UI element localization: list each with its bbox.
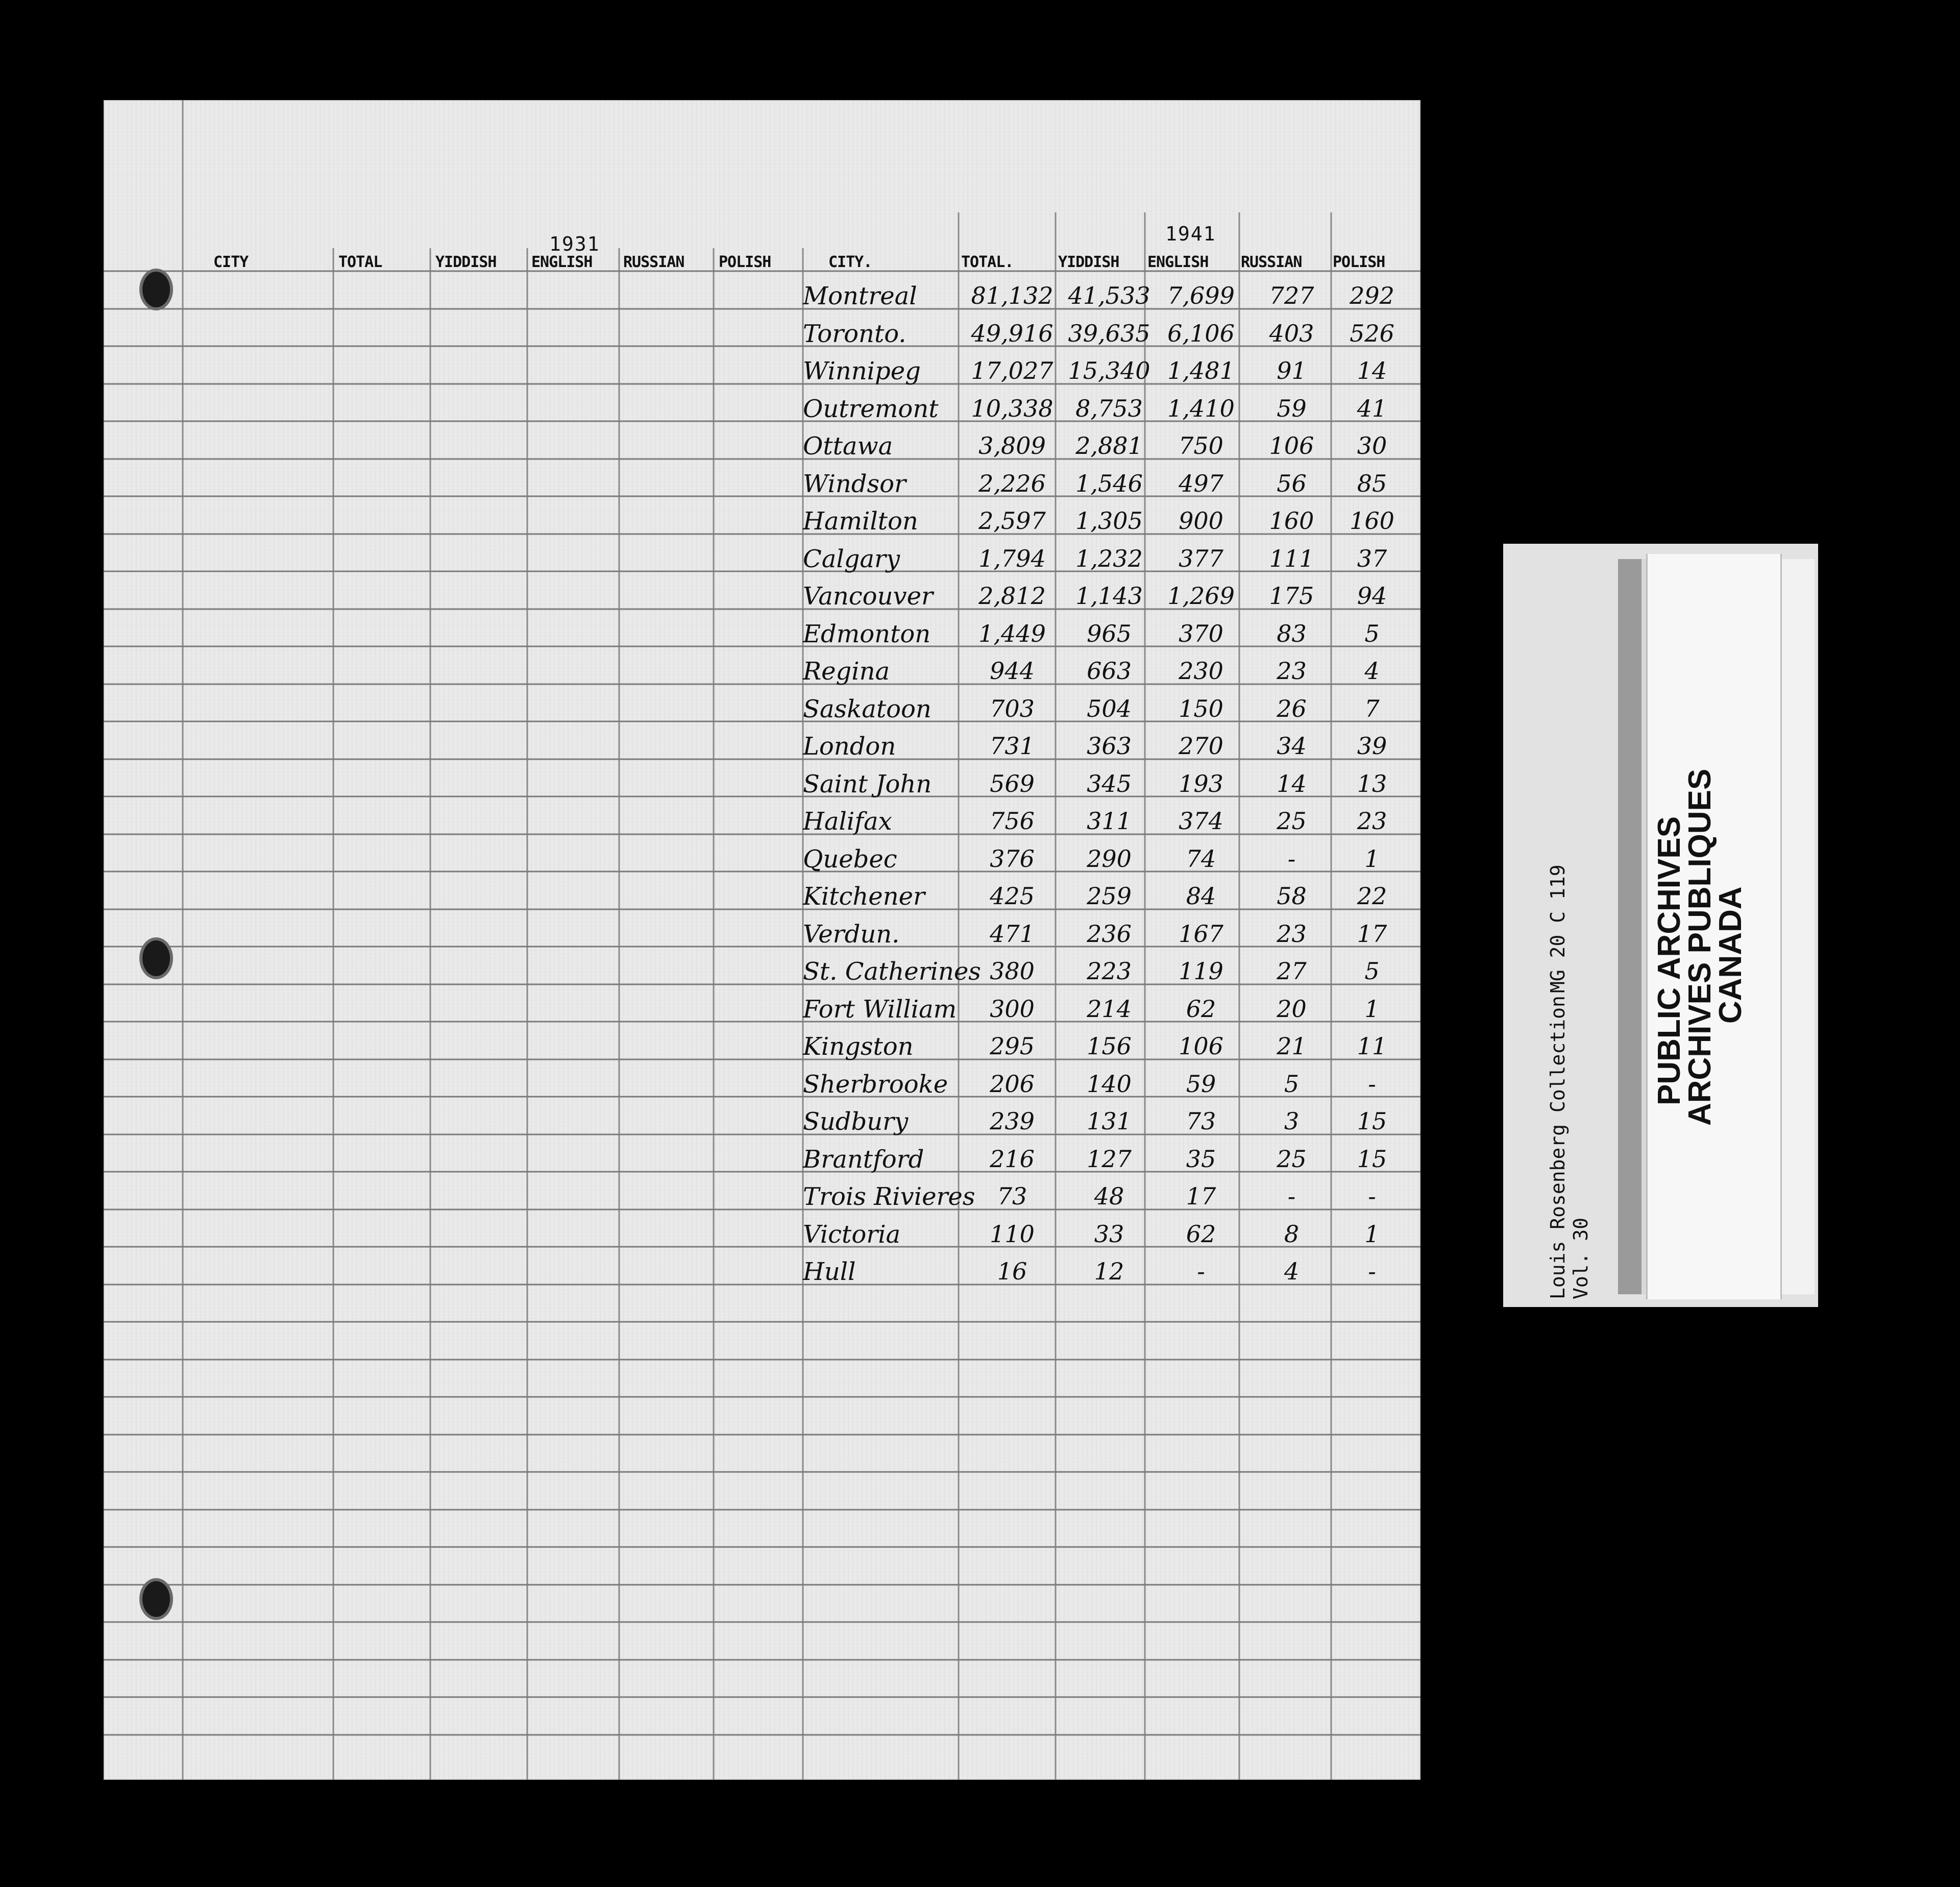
russian-cell: 4 — [1284, 1257, 1300, 1285]
english-cell: 106 — [1179, 1032, 1223, 1060]
polish-cell: 85 — [1357, 470, 1387, 497]
yiddish-cell: 259 — [1087, 882, 1132, 910]
russian-cell: - — [1287, 845, 1296, 873]
header-1931-total: TOTAL — [338, 253, 382, 271]
english-cell: 193 — [1179, 770, 1223, 797]
total-cell: 471 — [990, 920, 1035, 948]
city-cell: Hamilton — [803, 507, 918, 536]
yiddish-cell: 663 — [1087, 657, 1132, 685]
total-cell: 73 — [997, 1182, 1027, 1210]
city-cell: Sherbrooke — [803, 1070, 948, 1099]
table-row — [104, 1217, 1420, 1254]
english-cell: 62 — [1186, 995, 1216, 1023]
city-cell: Trois Rivieres — [803, 1182, 975, 1211]
polish-cell: 37 — [1357, 545, 1387, 572]
city-cell: Vancouver — [803, 582, 933, 611]
polish-cell: 5 — [1364, 620, 1380, 647]
header-1931-yiddish: YIDDISH — [435, 253, 497, 271]
yiddish-cell: 290 — [1087, 845, 1132, 873]
header-1941-polish: POLISH — [1333, 253, 1385, 271]
table-row — [104, 992, 1420, 1029]
total-cell: 944 — [990, 657, 1035, 685]
year-1941-heading: 1941 — [1165, 223, 1216, 245]
english-cell: 7,699 — [1167, 282, 1235, 309]
russian-cell: 23 — [1277, 920, 1307, 948]
yiddish-cell: 48 — [1094, 1182, 1124, 1210]
yiddish-cell: 12 — [1094, 1257, 1124, 1285]
english-cell: 1,481 — [1167, 357, 1235, 384]
header-1941-russian: RUSSIAN — [1241, 253, 1302, 271]
total-cell: 2,597 — [978, 507, 1046, 535]
polish-cell: 30 — [1357, 432, 1387, 459]
header-1931-city: CITY — [213, 253, 249, 271]
table-row — [104, 429, 1420, 466]
polish-cell: 292 — [1350, 282, 1394, 309]
yiddish-cell: 15,340 — [1068, 357, 1150, 384]
yiddish-cell: 236 — [1087, 920, 1132, 948]
table-row — [104, 879, 1420, 916]
table-row — [104, 1067, 1420, 1104]
yiddish-cell: 363 — [1087, 732, 1132, 760]
yiddish-cell: 214 — [1087, 995, 1132, 1023]
polish-cell: - — [1368, 1257, 1376, 1285]
city-cell: Sudbury — [803, 1107, 909, 1136]
russian-cell: 25 — [1277, 1145, 1307, 1173]
russian-cell: 160 — [1269, 507, 1314, 535]
total-cell: 756 — [990, 807, 1035, 835]
russian-cell: 91 — [1277, 357, 1307, 384]
yiddish-cell: 41,533 — [1068, 282, 1150, 309]
russian-cell: 83 — [1277, 620, 1307, 647]
russian-cell: 34 — [1277, 732, 1307, 760]
table-row — [104, 504, 1420, 541]
polish-cell: 94 — [1357, 582, 1387, 610]
table-row — [104, 1029, 1420, 1066]
table-row — [104, 804, 1420, 841]
total-cell: 1,794 — [978, 545, 1046, 572]
city-cell: Calgary — [803, 545, 900, 573]
yiddish-cell: 131 — [1087, 1107, 1132, 1135]
polish-cell: 5 — [1364, 957, 1380, 985]
russian-cell: 106 — [1269, 432, 1314, 459]
russian-cell: - — [1287, 1182, 1296, 1210]
city-cell: Winnipeg — [803, 357, 921, 385]
yiddish-cell: 965 — [1087, 620, 1132, 647]
total-cell: 239 — [990, 1107, 1035, 1135]
russian-cell: 56 — [1277, 470, 1307, 497]
city-cell: Ottawa — [803, 432, 893, 461]
english-cell: 150 — [1179, 695, 1223, 722]
yiddish-cell: 39,635 — [1068, 320, 1150, 347]
total-cell: 569 — [990, 770, 1035, 797]
yiddish-cell: 1,546 — [1075, 470, 1143, 497]
russian-cell: 5 — [1284, 1070, 1300, 1098]
total-cell: 1,449 — [978, 620, 1046, 647]
table-row — [104, 392, 1420, 428]
city-cell: Kitchener — [803, 882, 925, 911]
polish-cell: - — [1368, 1182, 1376, 1210]
table-row — [104, 917, 1420, 954]
polish-cell: 1 — [1364, 845, 1380, 873]
header-1931-english: ENGLISH — [531, 253, 593, 271]
polish-cell: 15 — [1357, 1107, 1387, 1135]
polish-cell: 526 — [1350, 320, 1394, 347]
table-row — [104, 1179, 1420, 1216]
english-cell: 1,410 — [1167, 395, 1235, 422]
english-cell: 167 — [1179, 920, 1223, 948]
total-cell: 425 — [990, 882, 1035, 910]
table-row — [104, 354, 1420, 391]
city-cell: Brantford — [803, 1145, 924, 1174]
city-cell: St. Catherines — [803, 957, 981, 986]
city-cell: Regina — [803, 657, 890, 686]
english-cell: 74 — [1186, 845, 1216, 873]
total-cell: 2,226 — [978, 470, 1046, 497]
total-cell: 110 — [990, 1220, 1035, 1248]
russian-cell: 20 — [1277, 995, 1307, 1023]
total-cell: 206 — [990, 1070, 1035, 1098]
russian-cell: 21 — [1277, 1032, 1307, 1060]
english-cell: 73 — [1186, 1107, 1216, 1135]
polish-cell: 14 — [1357, 357, 1387, 384]
yiddish-cell: 223 — [1087, 957, 1132, 985]
city-cell: Montreal — [803, 282, 917, 310]
russian-cell: 58 — [1277, 882, 1307, 910]
table-row — [104, 542, 1420, 578]
table-row — [104, 467, 1420, 503]
table-row — [104, 767, 1420, 804]
yiddish-cell: 127 — [1087, 1145, 1132, 1173]
table-row — [104, 729, 1420, 766]
city-cell: Verdun. — [803, 920, 900, 949]
total-cell: 49,916 — [971, 320, 1054, 347]
city-cell: Victoria — [803, 1220, 901, 1249]
header-1941-total: TOTAL. — [961, 253, 1014, 271]
english-cell: - — [1197, 1257, 1205, 1285]
polish-cell: 17 — [1357, 920, 1387, 948]
russian-cell: 727 — [1269, 282, 1314, 309]
polish-cell: 160 — [1350, 507, 1394, 535]
polish-cell: 39 — [1357, 732, 1387, 760]
archive-label — [1503, 544, 1818, 1307]
polish-cell: 4 — [1364, 657, 1380, 685]
total-cell: 300 — [990, 995, 1035, 1023]
city-cell: Saint John — [803, 770, 932, 799]
polish-cell: 13 — [1357, 770, 1387, 797]
city-cell: Kingston — [803, 1032, 914, 1061]
ledger-sheet — [104, 100, 1420, 1780]
total-cell: 376 — [990, 845, 1035, 873]
polish-cell: 11 — [1357, 1032, 1387, 1060]
city-cell: London — [803, 732, 896, 761]
table-row — [104, 1142, 1420, 1179]
table-row — [104, 1254, 1420, 1291]
table-row — [104, 842, 1420, 879]
yiddish-cell: 1,305 — [1075, 507, 1143, 535]
header-1931-russian: RUSSIAN — [623, 253, 684, 271]
collection-volume: Vol. 30 — [1570, 1217, 1592, 1299]
russian-cell: 27 — [1277, 957, 1307, 985]
english-cell: 1,269 — [1167, 582, 1235, 610]
polish-cell: 23 — [1357, 807, 1387, 835]
total-cell: 703 — [990, 695, 1035, 722]
collection-name: Louis Rosenberg Collection — [1547, 996, 1569, 1299]
polish-cell: - — [1368, 1070, 1376, 1098]
city-cell: Windsor — [803, 470, 906, 498]
total-cell: 17,027 — [971, 357, 1054, 384]
english-cell: 370 — [1179, 620, 1223, 647]
archive-country: CANADA — [1713, 886, 1748, 1024]
polish-cell: 1 — [1364, 1220, 1380, 1248]
header-1941-english: ENGLISH — [1147, 253, 1209, 271]
yiddish-cell: 311 — [1087, 807, 1132, 835]
city-cell: Fort William — [803, 995, 957, 1024]
total-cell: 16 — [997, 1257, 1027, 1285]
total-cell: 216 — [990, 1145, 1035, 1173]
russian-cell: 3 — [1284, 1107, 1300, 1135]
table-row — [104, 317, 1420, 353]
yiddish-cell: 345 — [1087, 770, 1132, 797]
yiddish-cell: 504 — [1087, 695, 1132, 722]
city-cell: Toronto. — [803, 320, 906, 348]
english-cell: 59 — [1186, 1070, 1216, 1098]
binder-hole — [139, 1578, 173, 1620]
yiddish-cell: 8,753 — [1075, 395, 1143, 422]
archive-name-en: PUBLIC ARCHIVES — [1652, 816, 1687, 1105]
english-cell: 35 — [1186, 1145, 1216, 1173]
english-cell: 750 — [1179, 432, 1223, 459]
table-row — [104, 1104, 1420, 1141]
polish-cell: 41 — [1357, 395, 1387, 422]
yiddish-cell: 1,232 — [1075, 545, 1143, 572]
collection-reference: MG 20 C 119 — [1547, 864, 1569, 993]
russian-cell: 59 — [1277, 395, 1307, 422]
russian-cell: 14 — [1277, 770, 1307, 797]
total-cell: 3,809 — [978, 432, 1046, 459]
year-1931-heading: 1931 — [549, 233, 600, 255]
polish-cell: 1 — [1364, 995, 1380, 1023]
total-cell: 731 — [990, 732, 1035, 760]
russian-cell: 403 — [1269, 320, 1314, 347]
yiddish-cell: 2,881 — [1075, 432, 1143, 459]
english-cell: 230 — [1179, 657, 1223, 685]
english-cell: 377 — [1179, 545, 1223, 572]
table-row — [104, 692, 1420, 729]
city-cell: Saskatoon — [803, 695, 932, 723]
english-cell: 374 — [1179, 807, 1223, 835]
city-cell: Outremont — [803, 395, 939, 423]
total-cell: 81,132 — [971, 282, 1054, 309]
total-cell: 2,812 — [978, 582, 1046, 610]
city-cell: Hull — [803, 1257, 856, 1286]
english-cell: 17 — [1186, 1182, 1216, 1210]
russian-cell: 111 — [1269, 545, 1314, 572]
russian-cell: 175 — [1269, 582, 1314, 610]
russian-cell: 8 — [1284, 1220, 1300, 1248]
english-cell: 84 — [1186, 882, 1216, 910]
table-row — [104, 617, 1420, 654]
english-cell: 62 — [1186, 1220, 1216, 1248]
header-1931-polish: POLISH — [719, 253, 771, 271]
english-cell: 6,106 — [1167, 320, 1235, 347]
table-row — [104, 279, 1420, 316]
yiddish-cell: 1,143 — [1075, 582, 1143, 610]
english-cell: 270 — [1179, 732, 1223, 760]
yiddish-cell: 156 — [1087, 1032, 1132, 1060]
russian-cell: 26 — [1277, 695, 1307, 722]
russian-cell: 23 — [1277, 657, 1307, 685]
city-cell: Quebec — [803, 845, 897, 874]
english-cell: 900 — [1179, 507, 1223, 535]
table-row — [104, 654, 1420, 691]
yiddish-cell: 33 — [1094, 1220, 1124, 1248]
polish-cell: 7 — [1364, 695, 1380, 722]
total-cell: 295 — [990, 1032, 1035, 1060]
city-cell: Edmonton — [803, 620, 931, 648]
total-cell: 10,338 — [971, 395, 1054, 422]
table-row — [104, 954, 1420, 991]
city-cell: Halifax — [803, 807, 892, 836]
total-cell: 380 — [990, 957, 1035, 985]
english-cell: 497 — [1179, 470, 1223, 497]
table-row — [104, 579, 1420, 616]
english-cell: 119 — [1179, 957, 1223, 985]
polish-cell: 15 — [1357, 1145, 1387, 1173]
header-1941-yiddish: YIDDISH — [1058, 253, 1119, 271]
archive-name-fr: ARCHIVES PUBLIQUES — [1682, 768, 1718, 1126]
polish-cell: 22 — [1357, 882, 1387, 910]
header-1941-city: CITY. — [828, 253, 872, 271]
russian-cell: 25 — [1277, 807, 1307, 835]
yiddish-cell: 140 — [1087, 1070, 1132, 1098]
